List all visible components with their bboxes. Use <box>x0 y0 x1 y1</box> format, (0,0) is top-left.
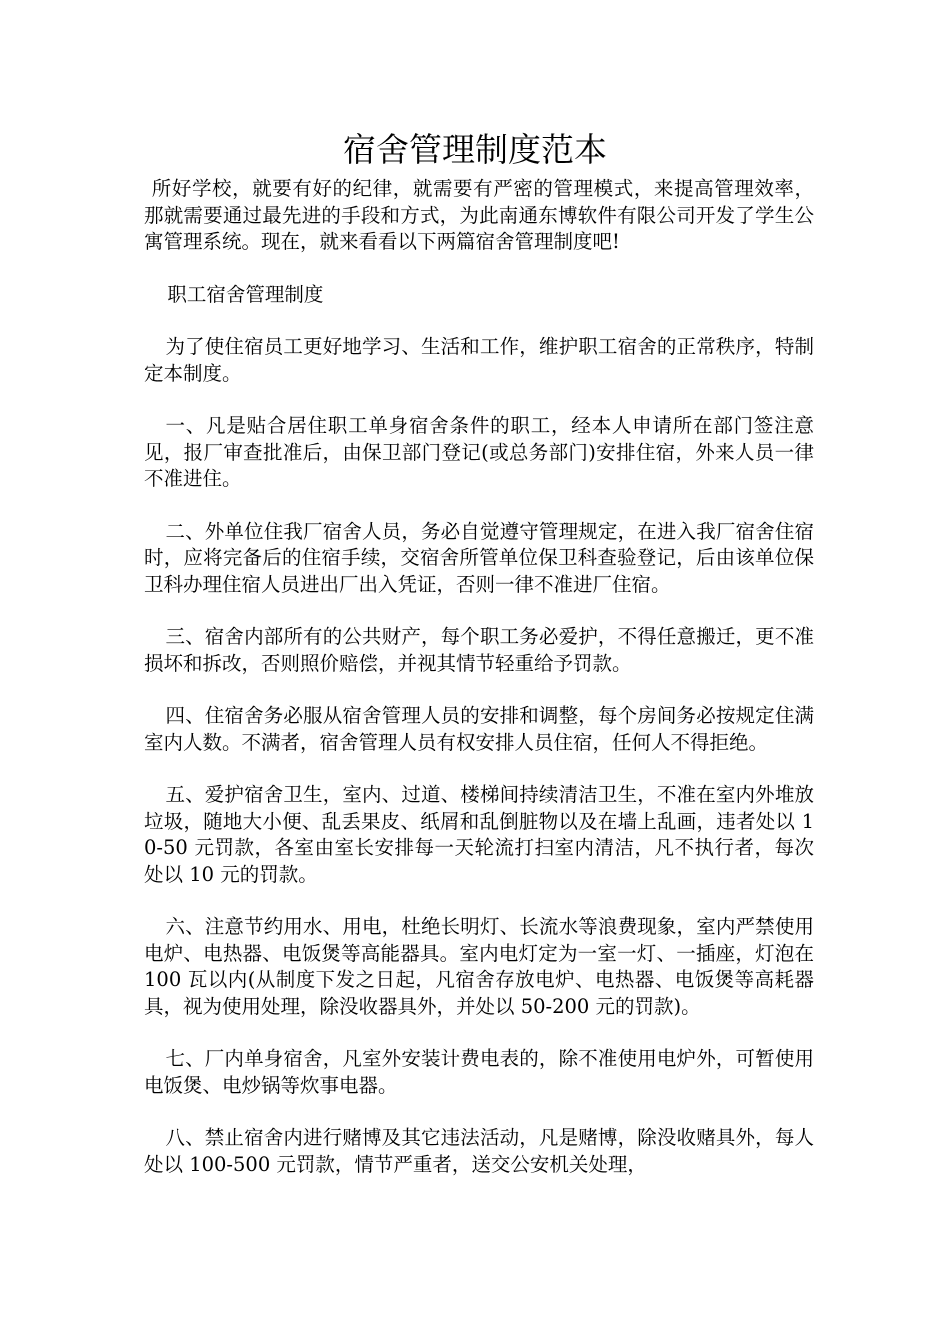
preamble-paragraph: 为了使住宿员工更好地学习、生活和工作，维护职工宿舍的正常秩序，特制定本制度。 <box>144 335 814 385</box>
rule-paragraph-2: 二、外单位住我厂宿舍人员，务必自觉遵守管理规定，在进入我厂宿舍住宿时，应将完备后的住宿手续，交宿舍所管单位保卫科查验登记，后由该单位保卫科办理住宿人员进出厂出入凭证，否则一律不准进厂住宿。 <box>144 519 814 596</box>
rule-paragraph-8: 八、禁止宿舍内进行赌博及其它违法活动，凡是赌博，除没收赌具外，每人处以 100-500 元罚款，情节严重者，送交公安机关处理， <box>144 1126 814 1176</box>
rule-paragraph-3: 三、宿舍内部所有的公共财产，每个职工务必爱护，不得任意搬迁，更不准损坏和拆改，否则照价赔偿，并视其情节轻重给予罚款。 <box>144 625 814 675</box>
rule-paragraph-7: 七、厂内单身宿舍，凡室外安装计费电表的，除不准使用电炉外，可暂使用电饭煲、电炒锅等炊事电器。 <box>144 1047 814 1097</box>
rule-paragraph-1: 一、凡是贴合居住职工单身宿舍条件的职工，经本人申请所在部门签注意见，报厂审查批准后，由保卫部门登记(或总务部门)安排住宿，外来人员一律不准进住。 <box>144 414 814 490</box>
rule-paragraph-4: 四、住宿舍务必服从宿舍管理人员的安排和调整，每个房间务必按规定住满室内人数。不满者，宿舍管理人员有权安排人员住宿，任何人不得拒绝。 <box>144 704 814 754</box>
document-body <box>144 176 814 1204</box>
section-heading: 职工宿舍管理制度 <box>167 282 324 306</box>
rule-paragraph-6: 六、注意节约用水、用电，杜绝长明灯、长流水等浪费现象，室内严禁使用电炉、电热器、电饭煲等高能器具。室内电灯定为一室一灯、一插座，灯泡在 100 瓦以内(从制度下发之日起，凡宿舍存放电炉、电热器、电饭煲等高耗器具，视为使用处理，除没收器具外，并处以 50-200 元的罚款)。 <box>144 915 814 1018</box>
rule-paragraph-5: 五、爱护宿舍卫生，室内、过道、楼梯间持续清洁卫生，不准在室内外堆放垃圾，随地大小便、乱丢果皮、纸屑和乱倒脏物以及在墙上乱画，违者处以 10-50 元罚款，各室由室长安排每一天轮流打扫室内清洁，凡不执行者，每次处以 10 元的罚款。 <box>144 783 814 886</box>
document-title: 宿舍管理制度范本 <box>343 130 607 169</box>
intro-paragraph: 所好学校，就要有好的纪律，就需要有严密的管理模式，来提高管理效率，那就需要通过最先进的手段和方式，为此南通东博软件有限公司开发了学生公寓管理系统。现在，就来看看以下两篇宿舍管理制度吧! <box>144 177 814 253</box>
